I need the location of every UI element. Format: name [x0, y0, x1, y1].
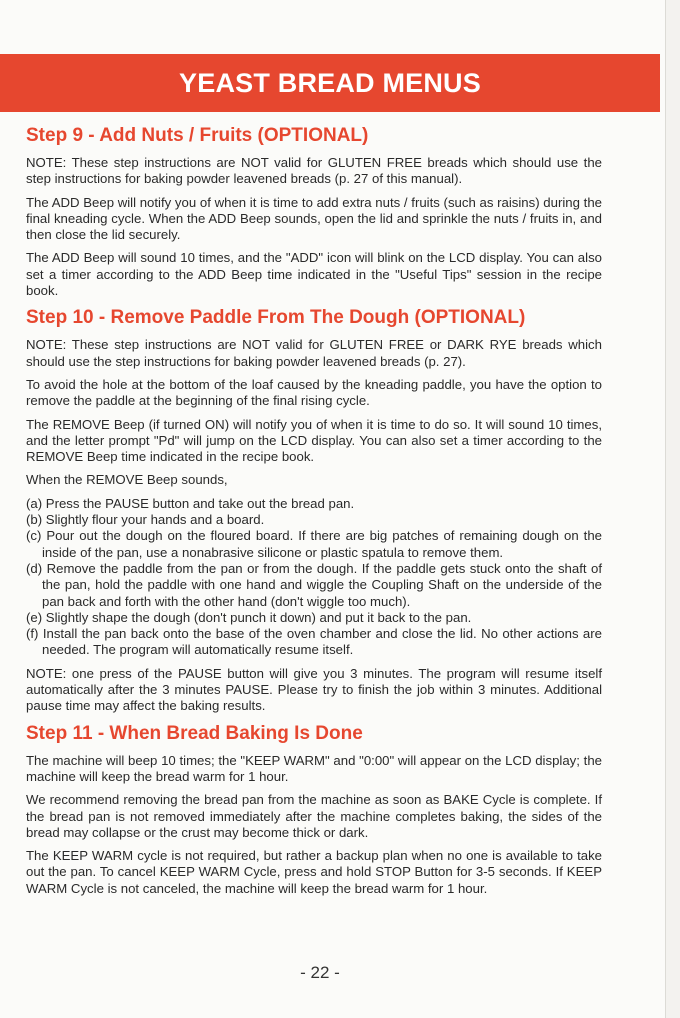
step9-paragraph: The ADD Beep will sound 10 times, and the "ADD" icon will blink on the LCD display. You can also set a timer according to the ADD Beep time indicated in the "Useful Tips" session in the recipe book.	[26, 250, 602, 299]
step11-section	[26, 722, 602, 897]
step11-paragraph: The KEEP WARM cycle is not required, but rather a backup plan when no one is available to take out the pan. To cancel KEEP WARM Cycle, press and hold STOP Button for 3-5 seconds. If KEEP WARM Cycle is not canceled, the machine will keep the bread warm for 1 hour.	[26, 848, 602, 896]
step9-note: NOTE: These step instructions are NOT valid for GLUTEN FREE breads which should use the step instructions for baking powder leavened breads (p. 27 of this manual).	[26, 155, 602, 187]
list-item: (e) Slightly shape the dough (don't punch it down) and put it back to the pan.	[26, 609, 472, 625]
step11-paragraph: The machine will beep 10 times; the "KEEP WARM" and "0:00" will appear on the LCD display; the machine will keep the bread warm for 1 hour.	[26, 752, 602, 784]
list-item: (b) Slightly flour your hands and a board.	[26, 512, 265, 528]
step10-heading: Step 10 - Remove Paddle From The Dough (OPTIONAL)	[26, 307, 526, 329]
list-item: (d) Remove the paddle from the pan or from the dough. If the paddle gets stuck onto the shaft of the pan, hold the paddle with one hand and wiggle the Coupling Shaft on the underside of the pan back and forth with the other hand (don't wiggle too much).	[26, 560, 602, 609]
banner-title: YEAST BREAD MENUS	[179, 67, 481, 98]
step10-paragraph: To avoid the hole at the bottom of the loaf caused by the kneading paddle, you have the option to remove the paddle at the beginning of the final rising cycle.	[26, 376, 602, 409]
step10-instruction-list	[26, 496, 602, 659]
step10-paragraph: When the REMOVE Beep sounds,	[26, 472, 228, 488]
list-item: (a) Press the PAUSE button and take out the bread pan.	[26, 495, 355, 511]
step10-section	[26, 306, 602, 714]
section-banner	[0, 54, 660, 112]
step10-paragraph: The REMOVE Beep (if turned ON) will notify you of when it is time to do so. It will sound 10 times, and the letter prompt "Pd" will jump on the LCD display. You can also set a timer according to the REMOVE Beep time indicated in the recipe book.	[26, 416, 602, 465]
step11-paragraph: We recommend removing the bread pan from the machine as soon as BAKE Cycle is complete. If the bread pan is not removed immediately after the machine completes baking, the sides of the bread may collapse or the crust may become thick or dark.	[26, 792, 602, 840]
step10-pause-note: NOTE: one press of the PAUSE button will give you 3 minutes. The program will resume itself automatically after the 3 minutes PAUSE. Please try to finish the job within 3 minutes. Additional pause time may affect the baking results.	[26, 665, 602, 714]
step9-section	[26, 124, 602, 299]
list-item: (c) Pour out the dough on the floured board. If there are big patches of remaining dough on the inside of the pan, use a nonabrasive silicone or plastic spatula to remove them.	[26, 528, 602, 560]
step10-note: NOTE: These step instructions are NOT valid for GLUTEN FREE or DARK RYE breads which should use the step instructions for baking powder leavened breads (p. 27).	[26, 337, 602, 369]
step9-paragraph: The ADD Beep will notify you of when it is time to add extra nuts / fruits (such as raisins) during the final kneading cycle. When the ADD Beep sounds, open the lid and sprinkle the nuts / fruits in, and then close the lid securely.	[26, 194, 602, 243]
step9-heading: Step 9 - Add Nuts / Fruits (OPTIONAL)	[26, 125, 369, 146]
step11-heading: Step 11 - When Bread Baking Is Done	[26, 722, 363, 744]
list-item: (f) Install the pan back onto the base of the oven chamber and close the lid. No other actions are needed. The program will automatically resume itself.	[26, 626, 602, 658]
page-content	[26, 124, 602, 904]
page-number: - 22 -	[300, 963, 340, 982]
